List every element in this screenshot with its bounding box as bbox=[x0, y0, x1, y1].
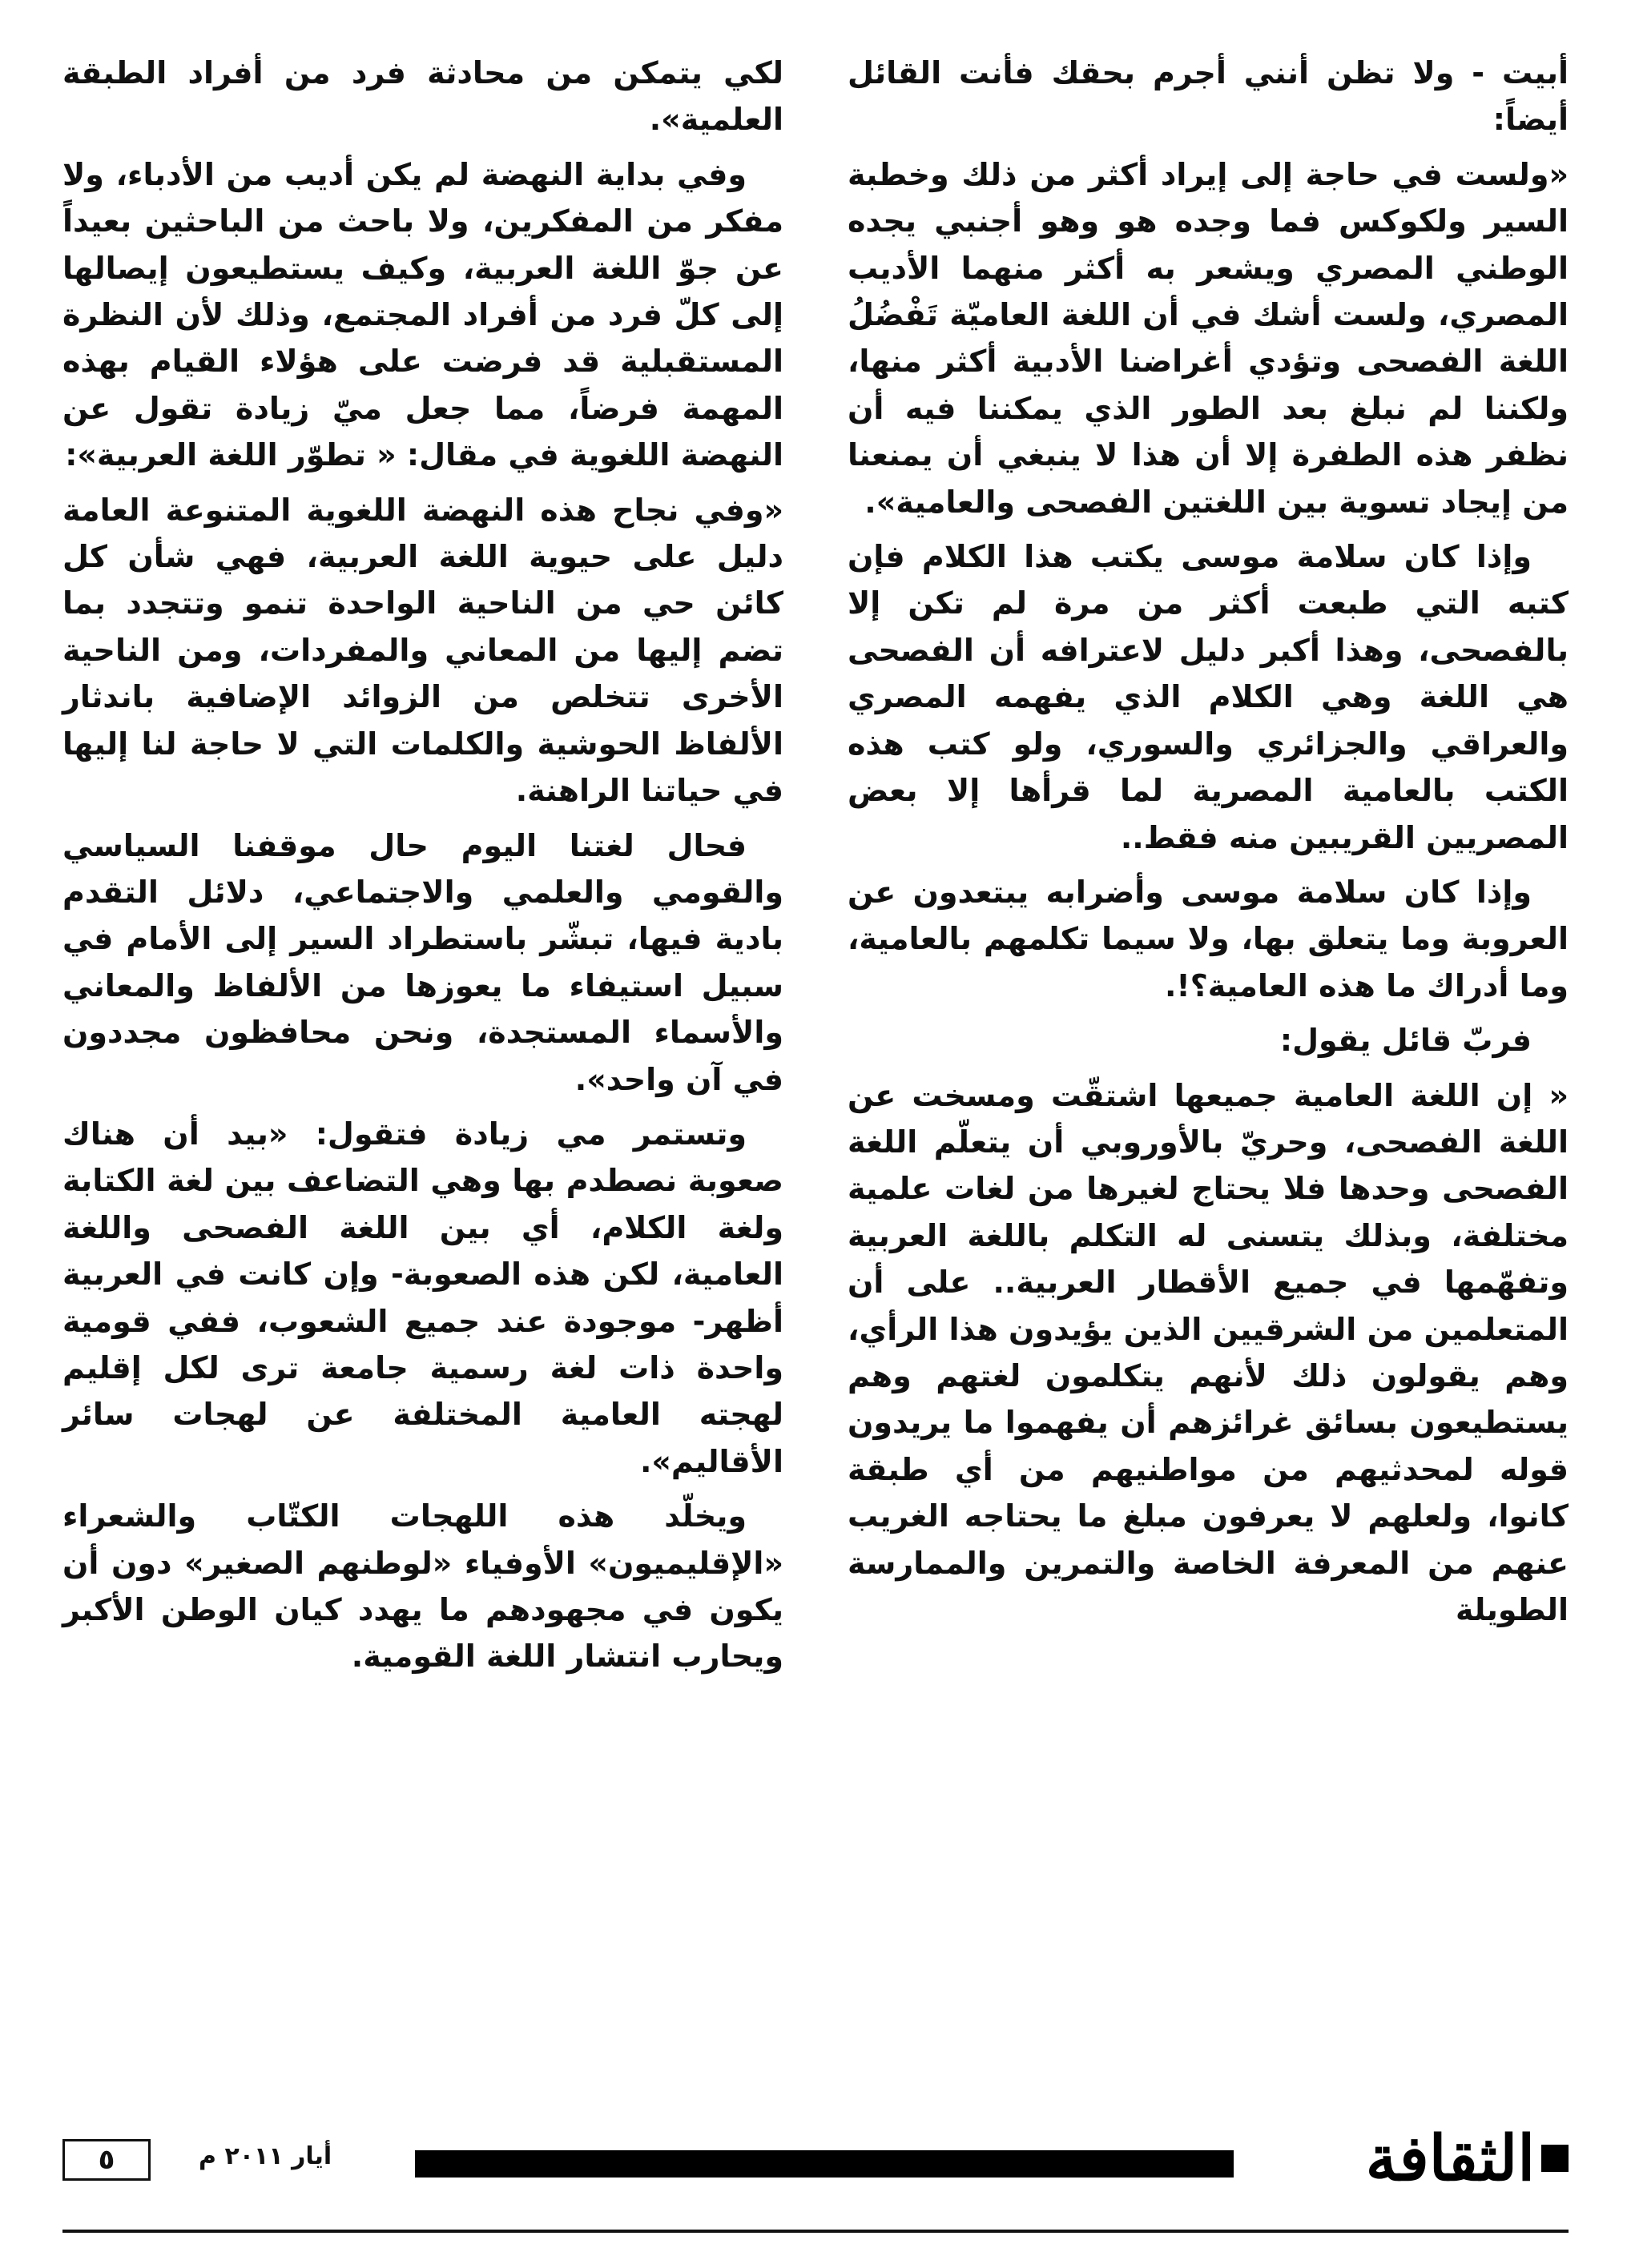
paragraph: أبيت - ولا تظن أنني أجرم بحقك فأنت القائل أيضاً: bbox=[848, 55, 1569, 138]
paragraph: لكي يتمكن من محادثة فرد من أفراد الطبقة العلمية». bbox=[62, 55, 783, 138]
logo-bar-icon bbox=[1541, 2145, 1569, 2172]
paragraph: وتستمر مي زيادة فتقول: «بيد أن هناك صعوبة نصطدم بها وهي التضاعف بين لغة الكتابة ولغة الكلام، أي بين اللغة الفصحى واللغة العامية، لكن هذه الصعوبة- وإن كانت في العربية أظهر- موجودة عند جميع الشعوب، ففي قومية واحدة ذات لغة رسمية جامعة ترى لكل إقليم لهجته العامية المختلفة عن لهجات سائر الأقاليم». bbox=[62, 1116, 783, 1479]
paragraph: « إن اللغة العامية جميعها اشتقّت ومسخت عن اللغة الفصحى، وحريّ بالأوروبي أن يتعلّم اللغة الفصحى وحدها فلا يحتاج لغيرها من لغات علمية مختلفة، وبذلك يتسنى له التكلم باللغة العربية وتفهّمها في جميع الأقطار العربية.. على أن المتعلمين من الشرقيين الذين يؤيدون هذا الرأي، وهم يقولون ذلك لأنهم يتكلمون لغتهم وهم يستطيعون بسائق غرائزهم أن يفهموا ما يريدون قوله لمحدثيهم من مواطنيهم من أي طبقة كانوا، ولعلهم لا يعرفون مبلغ ما يحتاجه الغريب عنهم من المعرفة الخاصة والتمرين والممارسة الطويلة bbox=[848, 1077, 1569, 1627]
paragraph: وفي بداية النهضة لم يكن أديب من الأدباء، ولا مفكر من المفكرين، ولا باحث من الباحثين بعيداً عن جوّ اللغة العربية، وكيف يستطيعون إيصالها إلى كلّ فرد من أفراد المجتمع، وذلك لأن النظرة المستقبلية قد فرضت على هؤلاء القيام بهذه المهمة فرضاً، مما جعل ميّ زيادة تقول عن النهضة اللغوية في مقال: « تطوّر اللغة العربية»: bbox=[62, 156, 783, 473]
paragraph: «وفي نجاح هذه النهضة اللغوية المتنوعة العامة دليل على حيوية اللغة العربية، فهي شأن كل كائن حي من الناحية الواحدة تنمو وتتجدد بما تضم إليها من المعاني والمفردات، ومن الناحية الأخرى تتخلص من الزوائد الإضافية باندثار الألفاظ الحوشية والكلمات التي لا حاجة لنا إليها في حياتنا الراهنة. bbox=[62, 492, 783, 809]
magazine-logo bbox=[1366, 2118, 1569, 2198]
bottom-divider bbox=[62, 2230, 1569, 2233]
paragraph: وإذا كان سلامة موسى وأضرابه يبتعدون عن العروبة وما يتعلق بها، ولا سيما تكلمهم بالعامية، وما أدراك ما هذه العامية؟!. bbox=[848, 874, 1569, 1003]
right-text-column bbox=[848, 50, 1569, 1641]
paragraph: وإذا كان سلامة موسى يكتب هذا الكلام فإن كتبه التي طبعت أكثر من مرة لم تكن إلا بالفصحى، وهذا أكبر دليل لاعترافه أن الفصحى هي اللغة وهي الكلام الذي يفهمه المصري والعراقي والجزائري والسوري، ولو كتب هذه الكتب بالعامية المصرية لما قرأها إلا بعض المصريين القريبين منه فقط.. bbox=[848, 539, 1569, 855]
page-number: ٥ bbox=[62, 2139, 151, 2181]
paragraph: «ولست في حاجة إلى إيراد أكثر من ذلك وخطبة السير ولكوكس فما وجده هو وهو أجنبي يجده الوطني المصري ويشعر به أكثر منهما الأديب المصري، ولست أشك في أن اللغة العاميّة تَفْضُلُ اللغة الفصحى وتؤدي أغراضنا الأدبية أكثر منها، ولكننا لم نبلغ بعد الطور الذي يمكننا فيه أن نظفر هذه الطفرة إلا أن هذا لا ينبغي أن يمنعنا من إيجاد تسوية بين اللغتين الفصحى والعامية». bbox=[848, 156, 1569, 520]
page-footer bbox=[62, 2118, 1569, 2198]
issue-date: أيار ٢٠١١ م bbox=[199, 2142, 332, 2170]
magazine-name: الثقافة bbox=[1365, 2121, 1535, 2195]
paragraph: فربّ قائل يقول: bbox=[1279, 1023, 1532, 1059]
paragraph: فحال لغتنا اليوم حال موقفنا السياسي والقومي والعلمي والاجتماعي، دلائل التقدم بادية فيها، تبشّر باستطراد السير إلى الأمام في سبيل استيفاء ما يعوزها من الألفاظ والمعاني والأسماء المستجدة، ونحن محافظون مجددون في آن واحد». bbox=[62, 827, 783, 1097]
paragraph: ويخلّد هذه اللهجات الكتّاب والشعراء «الإقليميون» الأوفياء «لوطنهم الصغير» دون أن يكون في مجهودهم ما يهدد كيان الوطن الأكبر ويحارب انتشار اللغة القومية. bbox=[62, 1498, 783, 1675]
left-text-column bbox=[62, 50, 783, 1688]
footer-black-bar bbox=[415, 2150, 1234, 2178]
